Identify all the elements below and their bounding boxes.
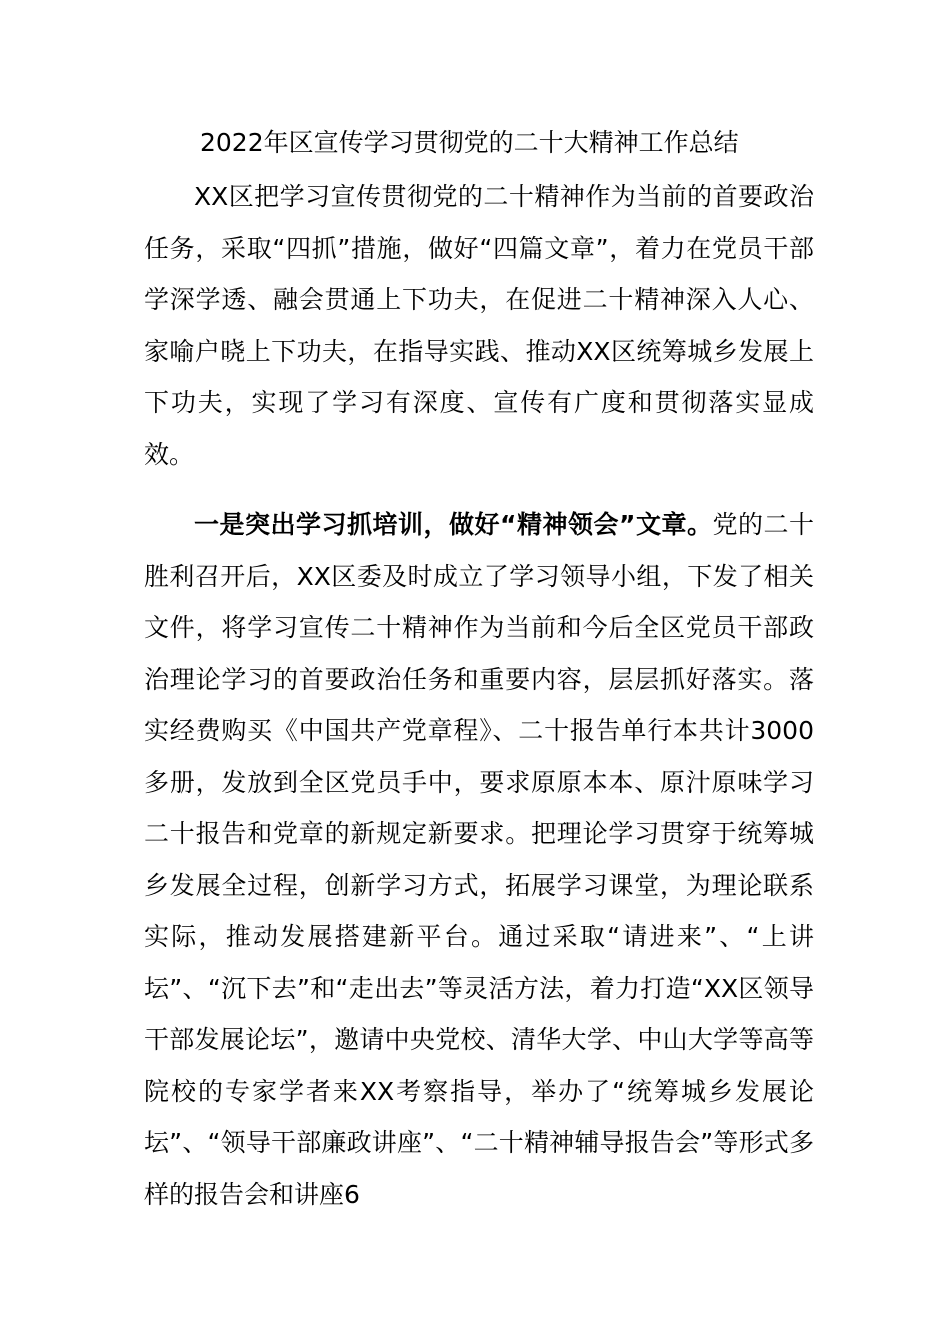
paragraph-section-1 (144, 499, 814, 1220)
paragraph-intro-text: XX区把学习宣传贯彻党的二十精神作为当前的首要政治任务，采取“四抓”措施，做好“四篇文章”，着力在党员干部学深学透、融会贯通上下功夫，在促进二十精神深入人心、家喻户晓上下功夫，在指导实践、推动XX区统筹城乡发展上下功夫，实现了学习有深度、宣传有广度和贯彻落实显成效。 (144, 182, 814, 469)
paragraph-intro (144, 171, 814, 480)
document-title: 2022年区宣传学习贯彻党的二十大精神工作总结 (200, 128, 739, 157)
document-body (144, 121, 814, 1220)
paragraph-section-1-lead: 一是突出学习抓培训，做好“精神领会”文章。 (194, 510, 713, 539)
paragraph-section-1-text: 党的二十胜利召开后，XX区委及时成立了学习领导小组，下发了相关文件，将学习宣传二十精神作为当前和今后全区党员干部政治理论学习的首要政治任务和重要内容，层层抓好落实。落实经费购买《中国共产党章程》、二十报告单行本共计3000多册，发放到全区党员手中，要求原原本本、原汁原味学习二十报告和党章的新规定新要求。把理论学习贯穿于统筹城乡发展全过程，创新学习方式，拓展学习课堂，为理论联系实际，推动发展搭建新平台。通过采取“请进来”、“上讲坛”、“沉下去”和“走出去”等灵活方法，着力打造“XX区领导干部发展论坛”，邀请中央党校、清华大学、中山大学等高等院校的专家学者来XX考察指导，举办了“统筹城乡发展论坛”、“领导干部廉政讲座”、“二十精神辅导报告会”等形式多样的报告会和讲座6 (144, 510, 814, 1209)
